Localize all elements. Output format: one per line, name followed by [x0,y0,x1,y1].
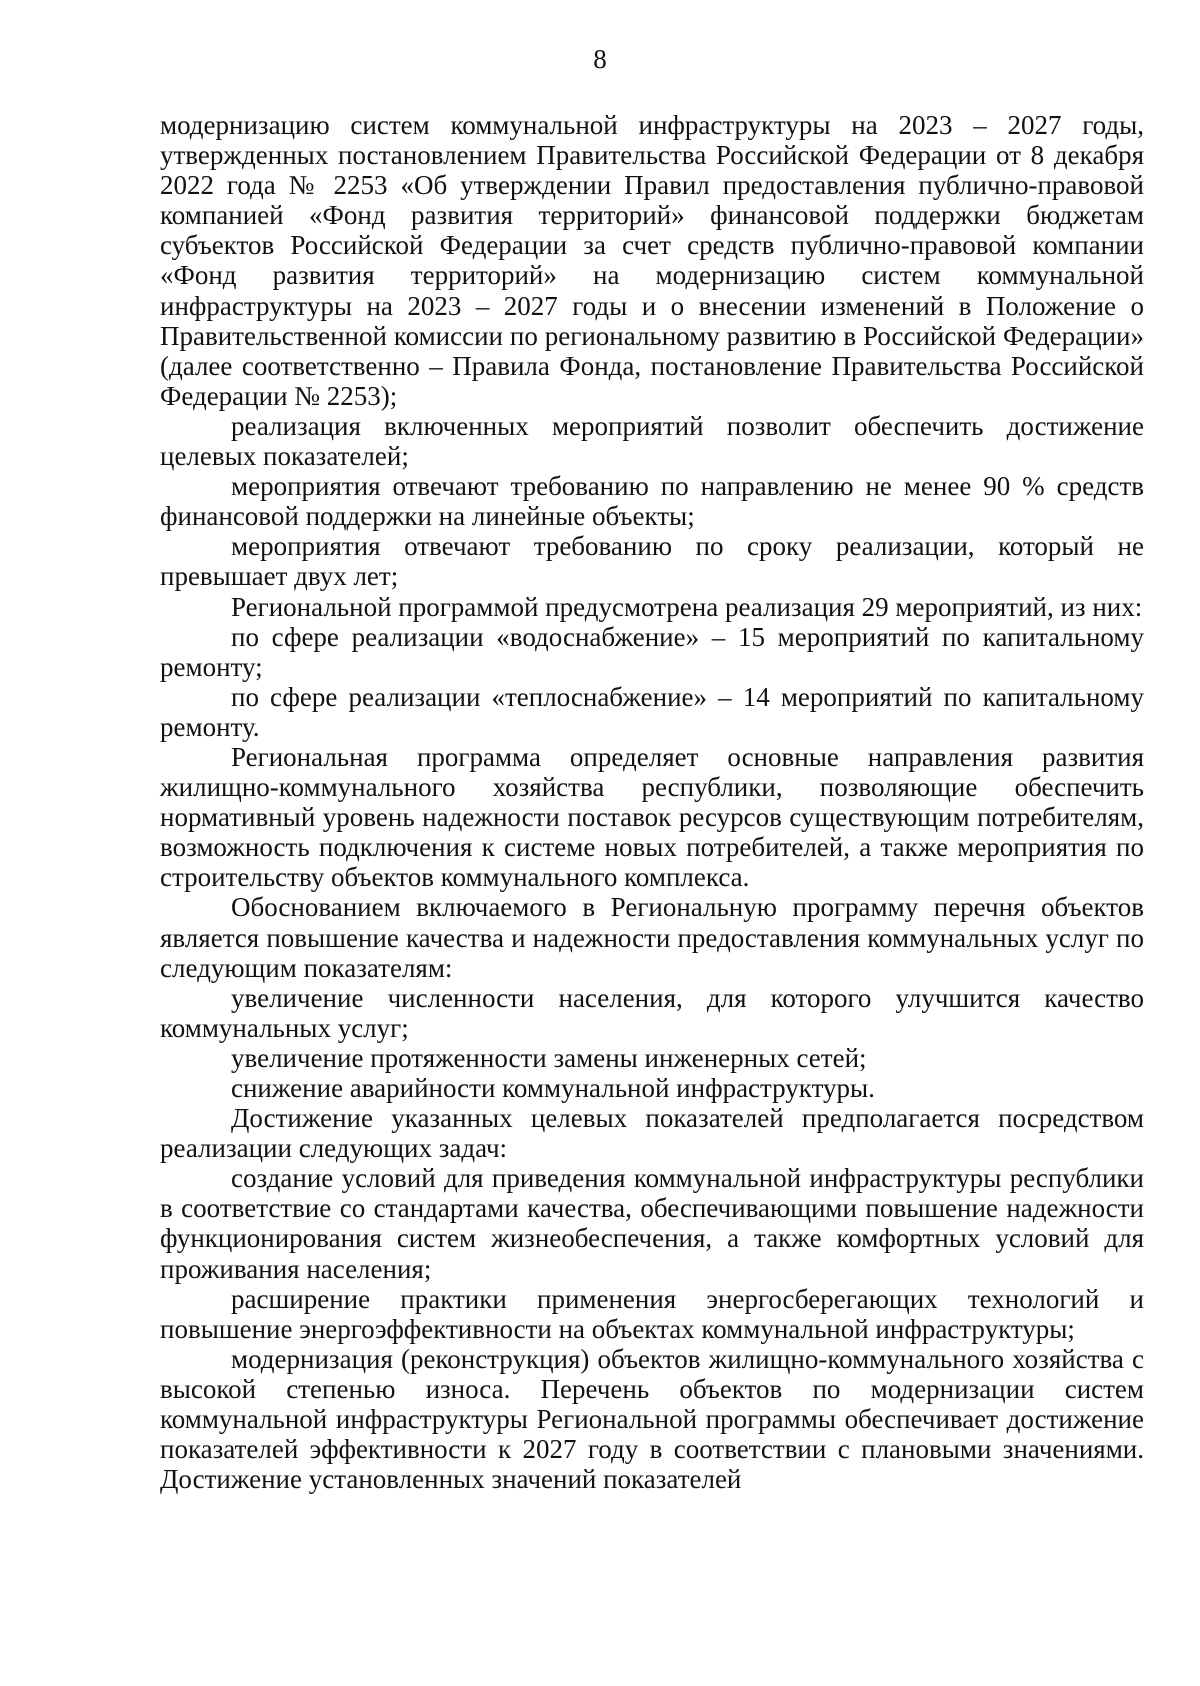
paragraph-4: мероприятия отвечают требованию по сроку реализации, который не превышает двух лет; [160,531,1144,592]
paragraph-15: расширение практики применения энергосберегающих технологий и повышение энергоэффективности на объектах коммунальной инфраструктуры; [160,1283,1144,1344]
paragraph-6: по сфере реализации «водоснабжение» – 15 мероприятий по капитальному ремонту; [160,621,1144,682]
document-body [160,110,1144,1494]
paragraph-2: реализация включенных мероприятий позволит обеспечить достижение целевых показателей; [160,410,1144,472]
paragraph-1: модернизацию систем коммунальной инфраструктуры на 2023 – 2027 годы, утвержденных постановлением Правительства Российской Федерации от 8 декабря 2022 года № 2253 «Об утверждении Правил предоставления публично-правовой компанией «Фонд развития территорий» финансовой поддержки бюджетам субъектов Российской Федерации за счет средств публично-правовой компании «Фонд развития территорий» на модернизацию систем коммунальной инфраструктуры на 2023 – 2027 годы и о внесении изменений в Положение о Правительственной комиссии по региональному развитию в Российской Федерации» (далее соответственно – Правила Фонда, постановление Правительства Российской Федерации № 2253); [160,110,1144,411]
paragraph-7: по сфере реализации «теплоснабжение» – 14 мероприятий по капитальному ремонту. [160,681,1144,742]
paragraph-9: Обоснованием включаемого в Региональную программу перечня объектов является повышение качества и надежности предоставления коммунальных услуг по следующим показателям: [160,892,1144,983]
paragraph-10: увеличение численности населения, для которого улучшится качество коммунальных услуг; [160,982,1144,1043]
paragraph-3: мероприятия отвечают требованию по направлению не менее 90 % средств финансовой поддержки на линейные объекты; [160,471,1144,532]
paragraph-16: модернизация (реконструкция) объектов жилищно-коммунального хозяйства с высокой степенью износа. Перечень объектов по модернизации систем коммунальной инфраструктуры Региональной программы обеспечивает достижение показателей эффективности к 2027 году в соответствии с плановыми значениями. Достижение установленных значений показателей [160,1343,1144,1495]
paragraph-8: Региональная программа определяет основные направления развития жилищно-коммунального хозяйства республики, позволяющие обеспечить нормативный уровень надежности поставок ресурсов существующим потребителям, возможность подключения к системе новых потребителей, а также мероприятия по строительству объектов коммунального комплекса. [160,741,1144,893]
paragraph-11: увеличение протяженности замены инженерных сетей; [231,1042,867,1073]
paragraph-14: создание условий для приведения коммунальной инфраструктуры республики в соответствие со стандартами качества, обеспечивающими повышение надежности функционирования систем жизнеобеспечения, а также комфортных условий для проживания населения; [160,1163,1144,1284]
paragraph-5: Региональной программой предусмотрена реализация 29 мероприятий, из них: [231,591,1143,622]
paragraph-13: Достижение указанных целевых показателей предполагается посредством реализации следующих задач: [160,1103,1144,1164]
paragraph-12: снижение аварийности коммунальной инфраструктуры. [231,1073,875,1103]
page-number: 8 [593,44,607,74]
